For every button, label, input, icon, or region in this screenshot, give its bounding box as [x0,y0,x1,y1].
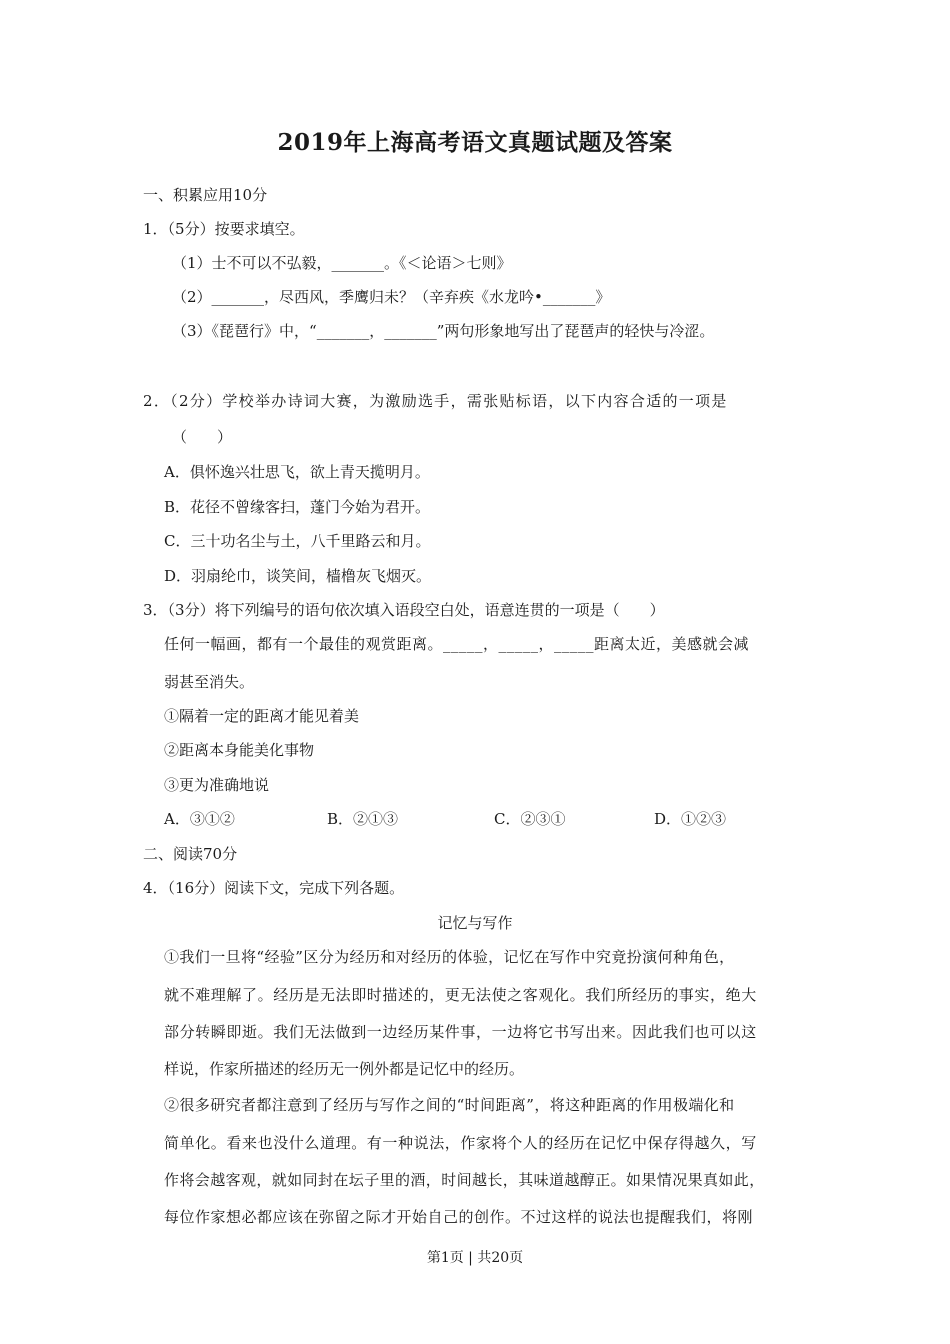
section-heading-reading: 二、阅读70分 [143,845,238,863]
question-1-stem: 1．（5分）按要求填空。 [143,220,305,238]
question-2-option-a: A．俱怀逸兴壮思飞，欲上青天揽明月。 [164,463,430,481]
question-1-item-3: （3）《琵琶行》中，“_______，_______”两句形象地写出了琵琶声的轻快与冷涩。 [172,322,715,340]
question-3-option-c: C．②③① [494,810,566,828]
question-3-sentence-3: ③更为准确地说 [164,776,270,794]
article-paragraph-line: ②很多研究者都注意到了经历与写作之间的“时间距离”，将这种距离的作用极端化和 [164,1096,735,1114]
page-footer: 第1页 | 共20页 [426,1250,524,1266]
article-paragraph-line: ①我们一旦将“经验”区分为经历和对经历的体验，记忆在写作中究竟扮演何种角色， [164,948,735,966]
question-4-stem: 4．（16分）阅读下文，完成下列各题。 [143,879,405,897]
question-2-answer-paren: （ ） [172,428,233,446]
question-3-stem: 3．（3分）将下列编号的语句依次填入语段空白处，语意连贯的一项是（ ） [143,601,665,619]
section-heading-accumulation: 一、积累应用10分 [143,186,268,204]
article-paragraph-line: 简单化。看来也没什么道理。有一种说法，作家将个人的经历在记忆中保存得越久，写 [164,1134,757,1152]
question-3-option-b: B．②①③ [327,810,399,828]
question-2-option-d: D．羽扇纶巾，谈笑间，樯橹灰飞烟灭。 [164,567,432,585]
article-paragraph-line: 样说，作家所描述的经历无一例外都是记忆中的经历。 [164,1060,525,1078]
question-3-option-d: D．①②③ [654,810,727,828]
article-paragraph-line: 每位作家想必都应该在弥留之际才开始自己的创作。不过这样的说法也提醒我们，将刚 [164,1208,754,1226]
question-3-option-a: A．③①② [164,810,235,828]
article-paragraph-line: 作将会越客观，就如同封在坛子里的酒，时间越长，其味道越醇正。如果情况果真如此， [164,1171,765,1189]
question-2-option-c: C．三十功名尘与土，八千里路云和月。 [164,532,431,550]
question-3-sentence-2: ②距离本身能美化事物 [164,741,315,759]
question-3-passage-line-1: 任何一幅画，都有一个最佳的观赏距离。_____，_____，_____距离太近，美感就会减 [164,635,750,653]
question-3-passage-line-2: 弱甚至消失。 [164,673,255,691]
document-title: 2019年上海高考语文真题试题及答案 [277,129,673,156]
question-1-item-2: （2）_______，尽西风，季鹰归未？（辛弃疾《水龙吟•_______》 [172,288,611,306]
question-1-item-1: （1）士不可以不弘毅，_______。《＜论语＞七则》 [172,254,512,272]
article-title: 记忆与写作 [437,914,513,932]
question-3-sentence-1: ①隔着一定的距离才能见着美 [164,707,360,725]
question-2-option-b: B．花径不曾缘客扫，蓬门今始为君开。 [164,498,431,516]
article-paragraph-line: 部分转瞬即逝。我们无法做到一边经历某件事，一边将它书写出来。因此我们也可以这 [164,1023,757,1041]
article-paragraph-line: 就不难理解了。经历是无法即时描述的，更无法使之客观化。我们所经历的事实，绝大 [164,986,757,1004]
question-2-stem: 2．（2分）学校举办诗词大赛，为激励选手，需张贴标语，以下内容合适的一项是 [143,392,728,410]
